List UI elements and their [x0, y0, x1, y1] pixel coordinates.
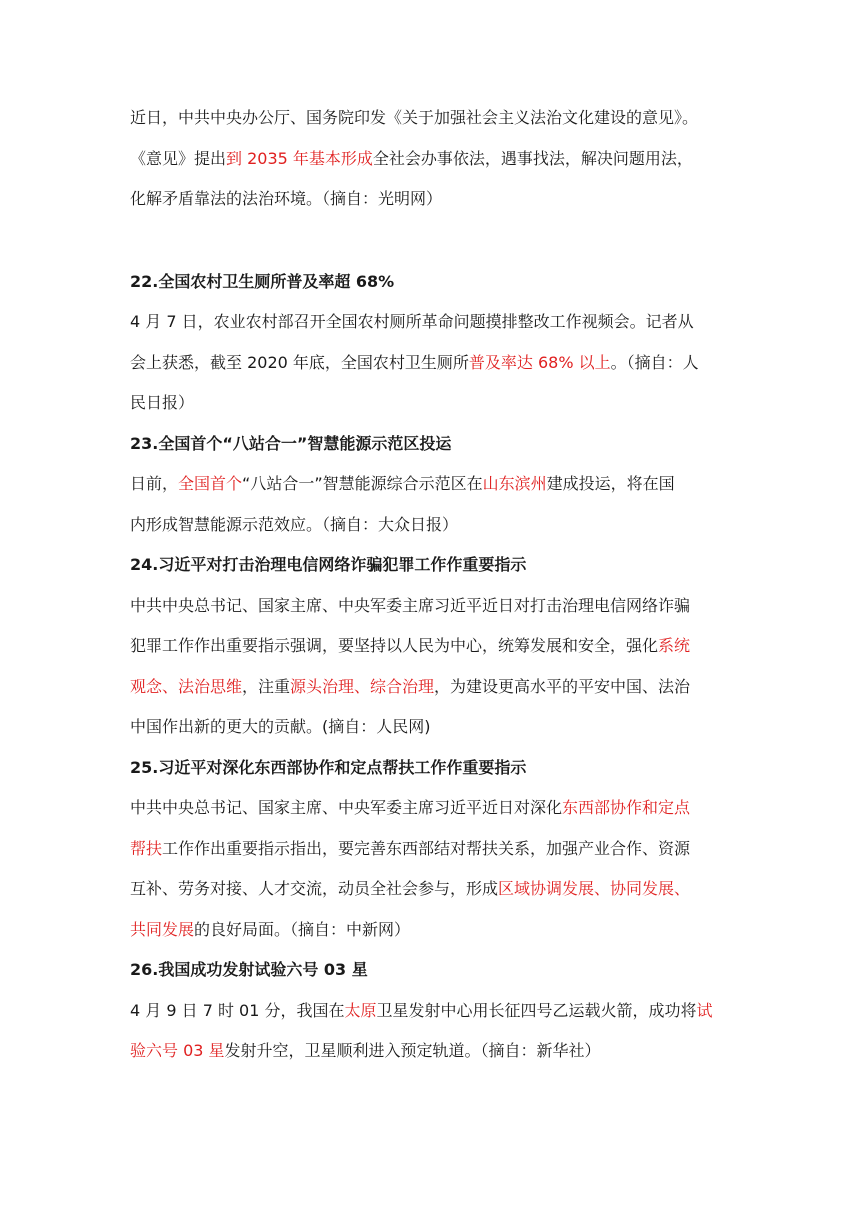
text-line	[130, 626, 732, 667]
text-line	[130, 343, 732, 384]
highlighted-text: 东西部协作和定点	[562, 798, 691, 817]
text-line	[130, 991, 732, 1032]
body-text: 民日报）	[130, 393, 195, 412]
highlighted-text: 到 2035 年基本形成	[226, 148, 373, 168]
item-body	[130, 991, 732, 1072]
body-text: “八站合一”智慧能源综合示范区在	[242, 474, 483, 493]
item-body	[130, 464, 732, 545]
body-text: 卫星发射中心用长征四号乙运载火箭，成功将	[376, 1000, 697, 1020]
highlighted-text: 验六号 03 星	[130, 1041, 225, 1060]
body-text: 《意见》提出	[130, 148, 227, 168]
item-body	[130, 302, 732, 424]
highlighted-text: 系统	[658, 636, 691, 655]
item-title: 22.全国农村卫生厕所普及率超 68%	[130, 271, 395, 291]
highlighted-text: 共同发展	[130, 919, 195, 939]
news-item-26	[130, 950, 732, 1072]
item-body	[130, 788, 732, 950]
text-line	[130, 139, 732, 180]
body-text: 中共中央总书记、国家主席、中央军委主席习近平近日对深化	[130, 798, 563, 817]
news-item-23	[130, 424, 732, 546]
body-text: 日前，	[130, 474, 179, 493]
body-text: 工作作出重要指示指出，要完善东西部结对帮扶关系，加强产业合作、资源	[162, 838, 691, 858]
text-line	[130, 910, 732, 951]
body-text: 内形成智慧能源示范效应。（摘自：大众日报）	[130, 514, 459, 534]
highlighted-text: 试	[696, 1000, 713, 1020]
text-line	[130, 586, 732, 627]
item-title: 25.习近平对深化东西部协作和定点帮扶工作作重要指示	[130, 757, 527, 777]
body-text: 全社会办事依法，遇事找法，解决问题用法，	[372, 148, 693, 168]
highlighted-text: 源头治理、综合治理	[290, 676, 435, 696]
body-text: 化解矛盾靠法的法治环境。（摘自：光明网）	[130, 189, 443, 208]
body-text: 近日，中共中央办公厅、国务院印发《关于加强社会主义法治文化建设的意见》。	[130, 108, 699, 127]
text-line	[130, 1031, 732, 1072]
body-text: 发射升空，卫星顺利进入预定轨道。（摘自：新华社）	[224, 1041, 601, 1060]
highlighted-text: 区域协调发展、协同发展、	[498, 879, 691, 898]
item-body	[130, 586, 732, 748]
news-item-22	[130, 262, 732, 424]
text-line	[130, 707, 732, 748]
body-text: 中国作出新的更大的贡献。(摘自：人民网)	[130, 717, 431, 736]
highlighted-text: 普及率达 68% 以上	[468, 352, 611, 372]
highlighted-text: 帮扶	[130, 838, 163, 858]
body-text: 中共中央总书记、国家主席、中央军委主席习近平近日对打击治理电信网络诈骗	[130, 595, 691, 615]
text-line	[130, 302, 732, 343]
highlighted-text: 全国首个	[178, 474, 243, 493]
body-text: 犯罪工作作出重要指示强调，要坚持以人民为中心，统筹发展和安全，强化	[130, 636, 659, 655]
body-text: 。（摘自：人	[610, 352, 699, 372]
text-line	[130, 179, 732, 220]
text-line	[130, 829, 732, 870]
text-line	[130, 788, 732, 829]
item-title: 26.我国成功发射试验六号 03 星	[130, 960, 368, 979]
body-text: ，为建设更高水平的平安中国、法治	[434, 676, 691, 696]
text-line	[130, 464, 732, 505]
document-page	[130, 98, 732, 1072]
text-line	[130, 667, 732, 708]
body-text: 4 月 9 日 7 时 01 分，我国在	[130, 1000, 345, 1020]
body-text: ，注重	[242, 676, 291, 696]
text-line	[130, 869, 732, 910]
highlighted-text: 山东滨州	[482, 474, 547, 493]
news-item-25	[130, 748, 732, 951]
text-line	[130, 505, 732, 546]
highlighted-text: 太原	[344, 1000, 377, 1020]
body-text: 会上获悉，截至 2020 年底，全国农村卫生厕所	[130, 352, 469, 372]
section-gap	[130, 220, 732, 262]
body-text: 互补、劳务对接、人才交流，动员全社会参与，形成	[130, 879, 499, 898]
body-text: 的良好局面。（摘自：中新网）	[194, 919, 411, 939]
intro-paragraph	[130, 98, 732, 220]
item-title: 23.全国首个“八站合一”智慧能源示范区投运	[130, 433, 452, 453]
item-title: 24.习近平对打击治理电信网络诈骗犯罪工作作重要指示	[130, 555, 527, 574]
body-text: 4 月 7 日，农业农村部召开全国农村厕所革命问题摸排整改工作视频会。记者从	[130, 312, 694, 331]
highlighted-text: 观念、法治思维	[130, 676, 243, 696]
text-line	[130, 98, 732, 139]
body-text: 建成投运，将在国	[546, 474, 675, 493]
text-line	[130, 383, 732, 424]
news-item-24	[130, 545, 732, 748]
